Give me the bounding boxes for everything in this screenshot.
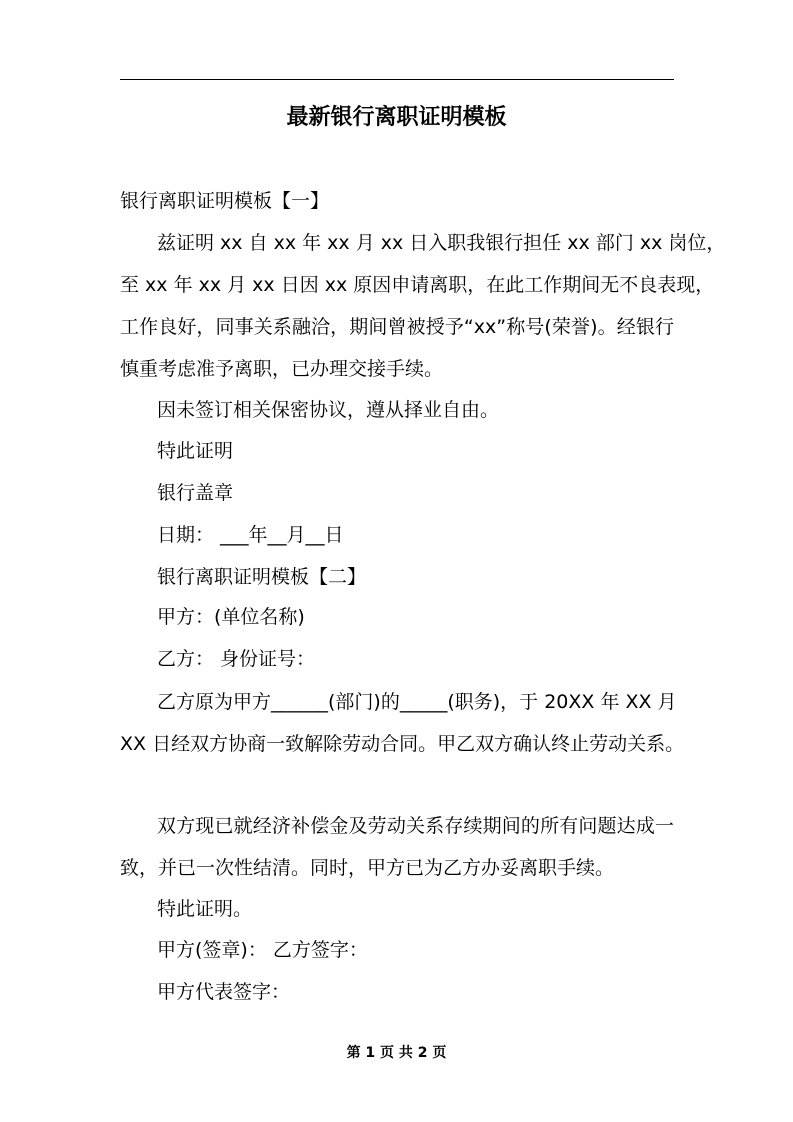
- paragraph-4-line-2: 致，并已一次性结清。同时，甲方已为乙方办妥离职手续。: [120, 857, 615, 879]
- paragraph-1-line-4: 慎重考虑准予离职，已办理交接手续。: [120, 358, 444, 380]
- certify-text: 特此证明: [157, 440, 234, 462]
- party-b-line: 乙方： 身份证号：: [157, 648, 316, 670]
- paragraph-1-line-1: 兹证明 xx 自 xx 年 xx 月 xx 日入职我银行担任 xx 部门 xx 岗位，: [157, 232, 726, 254]
- paragraph-4-line-1: 双方现已就经济补偿金及劳动关系存续期间的所有问题达成一: [157, 815, 674, 837]
- paragraph-3-line-1: 乙方原为甲方______(部门)的_____(职务)，于 20XX 年 XX 月: [157, 691, 677, 713]
- signature-line: 甲方(签章)： 乙方签字：: [157, 939, 368, 961]
- document-title: 最新银行离职证明模板: [286, 105, 507, 130]
- party-a-line: 甲方：(单位名称): [157, 606, 305, 628]
- bank-seal-text: 银行盖章: [157, 482, 234, 504]
- date-line: 日期： ___年__月__日: [157, 524, 344, 546]
- certify-text-2: 特此证明。: [157, 898, 253, 920]
- representative-signature-line: 甲方代表签字：: [157, 981, 291, 1003]
- paragraph-1-line-2: 至 xx 年 xx 月 xx 日因 xx 原因申请离职，在此工作期间无不良表现，: [120, 274, 715, 296]
- section-heading-2: 银行离职证明模板【二】: [157, 566, 367, 588]
- section-heading-1: 银行离职证明模板【一】: [120, 190, 330, 212]
- paragraph-3-line-2: XX 日经双方协商一致解除劳动合同。甲乙双方确认终止劳动关系。: [120, 733, 685, 755]
- paragraph-2: 因未签订相关保密协议，遵从择业自由。: [157, 399, 500, 421]
- paragraph-1-line-3: 工作良好，同事关系融洽，期间曾被授予“xx”称号(荣誉)。经银行: [120, 316, 674, 338]
- header-rule: [120, 79, 674, 80]
- page-number: 第 1 页 共 2 页: [346, 1045, 447, 1061]
